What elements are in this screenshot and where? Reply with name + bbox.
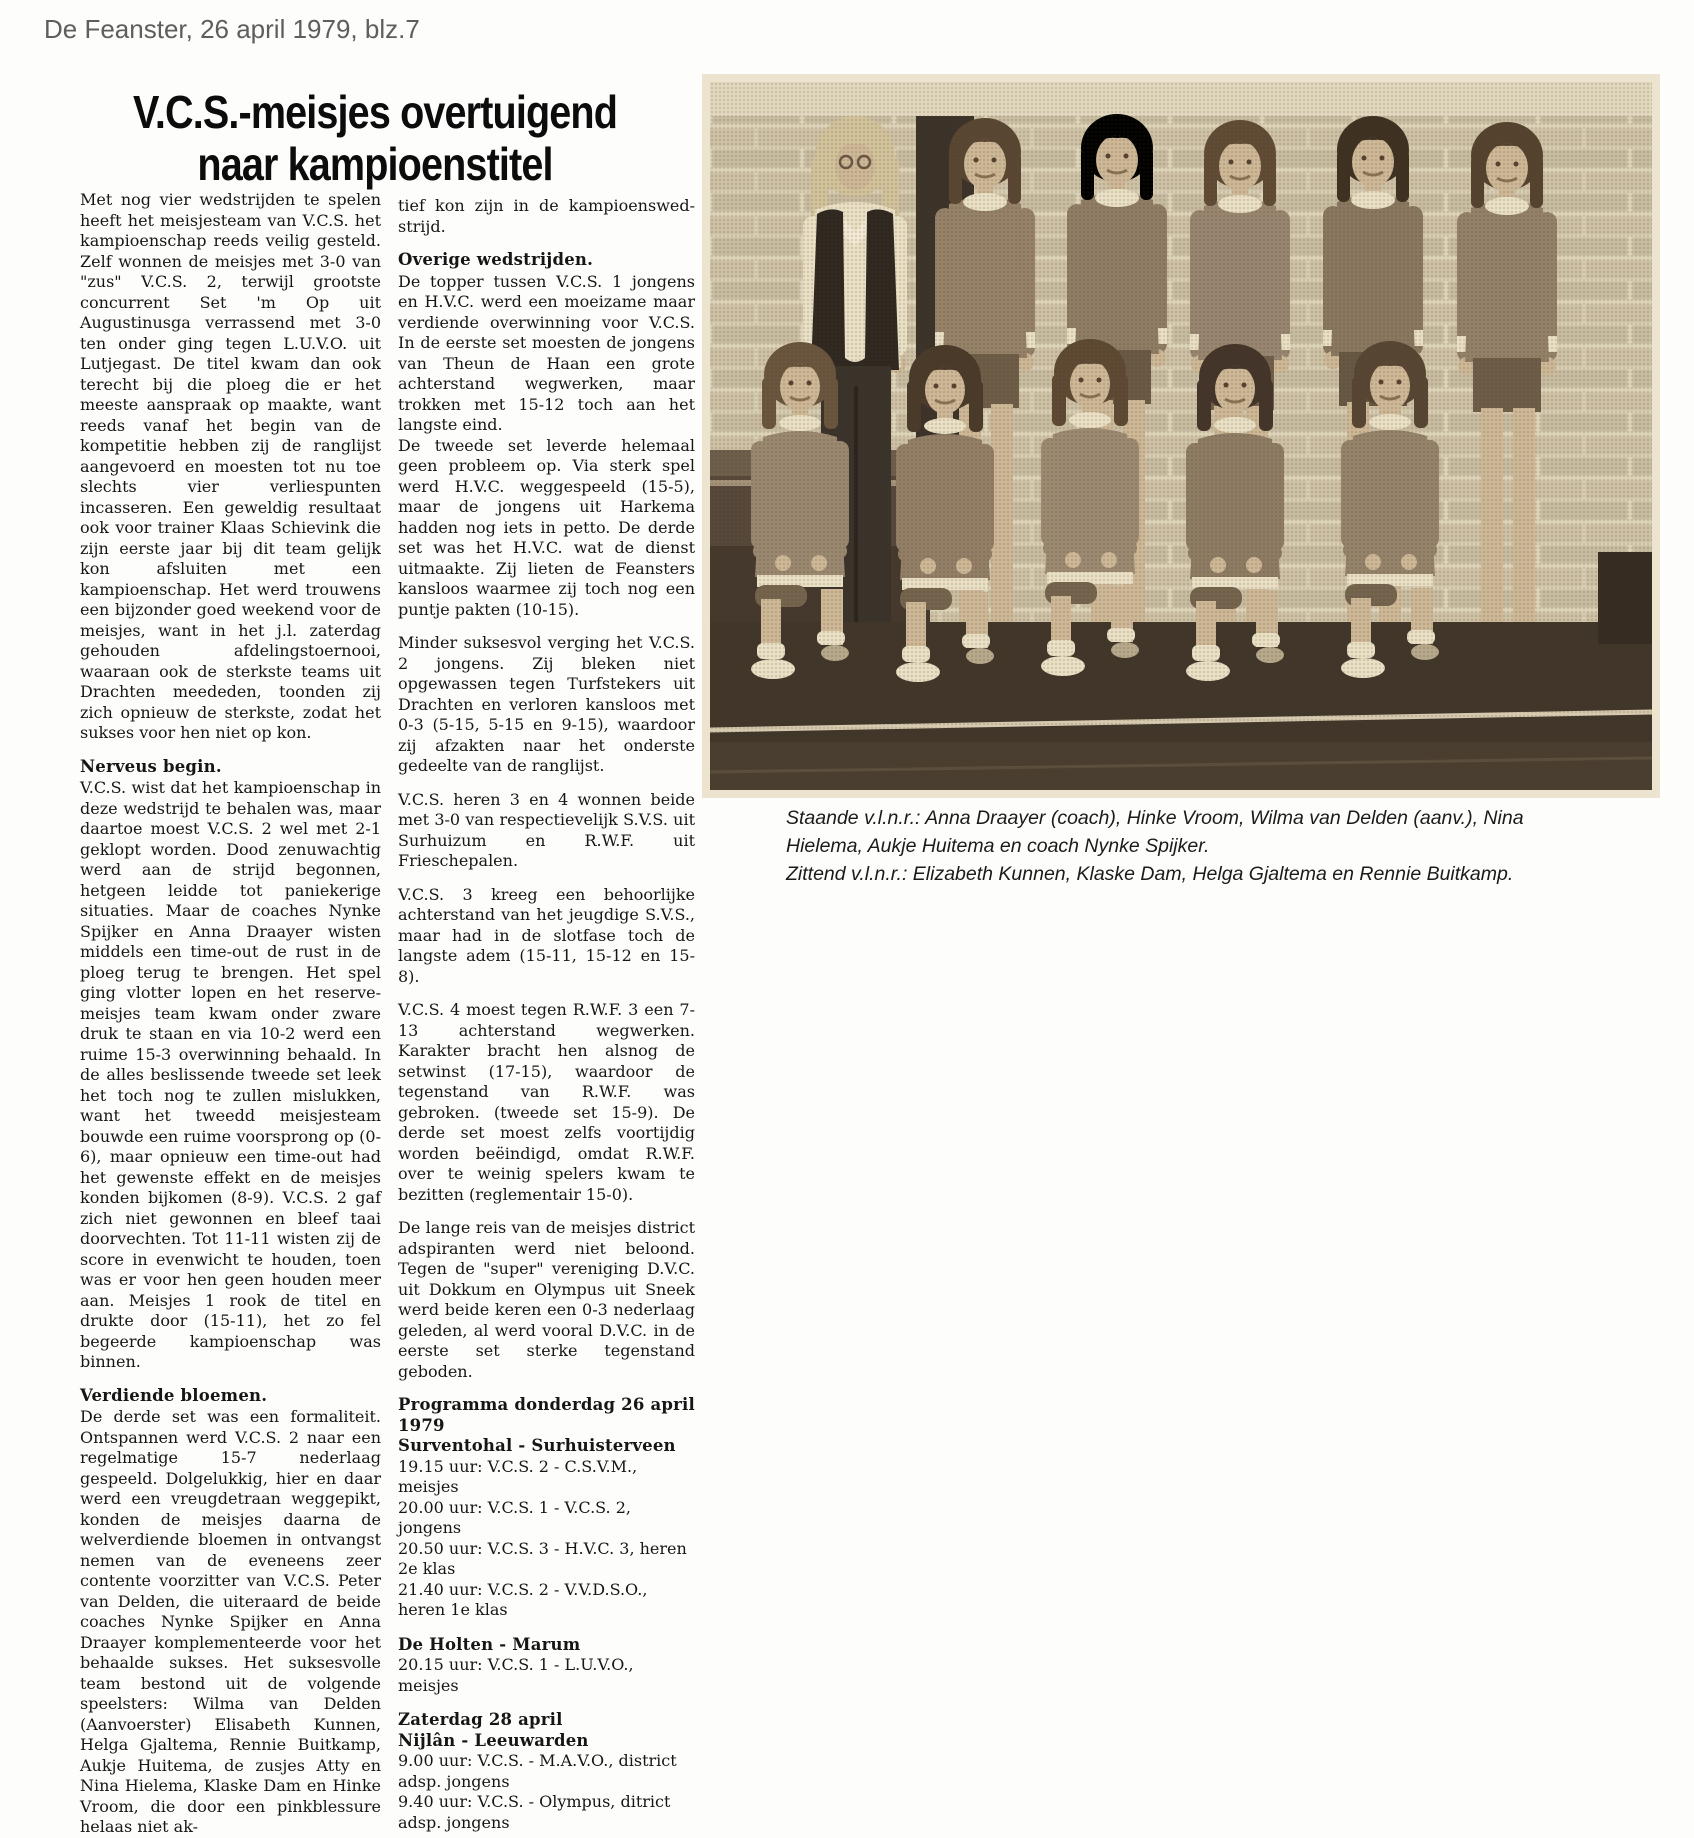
masthead: De Feanster, 26 april 1979, blz.7 bbox=[44, 14, 420, 44]
caption-zittend: Zittend v.l.n.r.: Elizabeth Kunnen, Klaske Dam, Helga Gjaltema en Rennie Buitkamp. bbox=[786, 863, 1514, 885]
article-title-line2: naar kampioenstitel bbox=[197, 138, 553, 190]
venue-name: Nijlân - Leeuwarden bbox=[398, 1730, 589, 1750]
fixture: 19.15 uur: V.C.S. 2 - C.S.V.M., meisjes bbox=[398, 1456, 638, 1496]
photo-caption bbox=[786, 804, 1592, 888]
section-heading-overige-wedstrijden: Overige wedstrijden. bbox=[398, 250, 594, 269]
caption-staande: Staande v.l.n.r.: Anna Draayer (coach), Hinke Vroom, Wilma van Delden (aanv.), Nina Hielema, Aukje Huitema en coach Nynke Spijker. bbox=[786, 807, 1524, 857]
team-photo bbox=[702, 74, 1660, 798]
fixture: 20.15 uur: V.C.S. 1 - L.U.V.O., meisjes bbox=[398, 1655, 634, 1695]
venue-nijlan bbox=[398, 1710, 695, 1833]
paragraph-heren-3-4: V.C.S. heren 3 en 4 wonnen beide met 3-0 van respectievelijk S.V.S. uit Surhuizum en R.W.F. uit Frieschepalen. bbox=[398, 789, 695, 870]
section-heading-nerveus-begin: Nerveus begin. bbox=[80, 756, 222, 776]
programma-heading: Programma donderdag 26 april 1979 bbox=[398, 1395, 695, 1435]
paragraph-continuation: tief kon zijn in de kampioenswed-strijd. bbox=[398, 196, 695, 236]
paragraph-verdiende-bloemen: De derde set was een formaliteit. Ontspannen werd V.C.S. 2 naar een regelmatige 15-7 nederlaag gespeeld. Dolgelukkig, hier en daar werd een vreugdetraan weggepikt, konden de meisjes daarna de welverdiende bloemen in ontvangst nemen van de eveneens zeer contente voorzitter van V.C.S. Peter van Delden, die uiteraard de beide coaches Nynke Spijker en Anna Draayer komplementeerde voor het behaalde sukses. Het suksesvolle team bestond uit de volgende speelsters: Wilma van Delden (Aanvoerster) Elisabeth Kunnen, Helga Gjaltema, Rennie Buitkamp, Aukje Huitema, de zusjes Atty en Nina Hielema, Klaske Dam en Hinke Vroom, die door een pinkblessure helaas niet ak- bbox=[80, 1407, 381, 1836]
paragraph-nerveus-begin: V.C.S. wist dat het kampioenschap in deze wedstrijd te behalen was, maar daartoe moest V.C.S. 2 wel met 2-1 geklopt worden. Dood zenuwachtig werd aan de strijd begonnen, hetgeen leidde tot paniekerige situaties. Maar de coaches Nynke Spijker en Anna Draayer wisten middels een time-out de rust in de ploeg terug te brengen. Het spel ging vlotter lopen en het reserve-meisjes team kwam onder zware druk te staan en via 10-2 werd een ruime 15-3 overwinning behaald. In de alles beslissende tweede set leek het toch nog te zullen mislukken, want het tweedd meisjesteam bouwde een ruime voorsprong op (0-6), maar opnieuw een time-out had het gewenste effekt en de meisjes konden bijkomen (8-9). V.C.S. 2 gaf zich niet gewonnen en bleef taai doorvechten. Tot 11-11 wisten zij de score in evenwicht te houden, toen was er voor hen geen houden meer aan. Meisjes 1 rook de titel en drukte door (15-11), het zo fel begeerde kampioenschap was binnen. bbox=[80, 778, 381, 1371]
article-title-line1: V.C.S.-meisjes overtuigend bbox=[132, 86, 618, 138]
paragraph-topper-2: De tweede set leverde helemaal geen probleem op. Via sterk spel werd H.V.C. weggespeeld (15-5), maar de jongens uit Harkema hadden nog iets in petto. De derde set was het H.V.C. wat de dienst uitmaakte. Zij lieten de Feansters kansloos waarmee zij toch nog een puntje pakten (10-15). bbox=[398, 435, 695, 619]
venue-name: De Holten - Marum bbox=[398, 1634, 581, 1654]
venue-de-holten bbox=[398, 1635, 695, 1697]
article-column-left bbox=[80, 190, 381, 1838]
fixture: 21.40 uur: V.C.S. 2 - V.V.D.S.O., heren 1e klas bbox=[398, 1579, 648, 1619]
fixture-list bbox=[398, 1751, 695, 1833]
paragraph-topper-1: De topper tussen V.C.S. 1 jongens en H.V.C. werd een moeizame maar verdiende overwinning voor V.C.S. In de eerste set moesten de jongens van Theun de Haan een grote achterstand wegwerken, maar trokken met 15-12 toch aan het langste eind. bbox=[398, 271, 695, 434]
paragraph-vcs-3: V.C.S. 3 kreeg een behoorlijke achterstand van het jeugdige S.V.S., maar had in de slotfase toch de langste adem (15-11, 15-12 en 15-8). bbox=[398, 884, 695, 986]
fixture-list bbox=[398, 1655, 695, 1696]
fixture: 20.50 uur: V.C.S. 3 - H.V.C. 3, heren 2e klas bbox=[398, 1538, 687, 1578]
paragraph-lange-reis: De lange reis van de meisjes district adspiranten werd niet beloond. Tegen de "super" vereniging D.V.C. uit Dokkum en Olympus uit Sneek werd beide keren een 0-3 nederlaag geleden, al werd vooral D.V.C. in de eerste set sterke tegenstand geboden. bbox=[398, 1218, 695, 1381]
paragraph-intro: Met nog vier wedstrijden te spelen heeft het meisjesteam van V.C.S. het kampioenschap reeds veilig gesteld. Zelf wonnen de meisjes met 3-0 van "zus" V.C.S. 2, terwijl grootste concurrent Set 'm Op uit Augustinusga verrassend met 3-0 ten onder ging tegen L.U.V.O. uit Lutjegast. De titel kwam dan ook terecht bij die ploeg die er het meeste aanspraak op maakte, want reeds vanaf het begin van de kompetitie hebben zij de ranglijst aangevoerd en moesten tot nu toe slechts vier verliespunten incasseren. Een geweldig resultaat ook voor trainer Klaas Schievink die zijn eerste jaar bij dit team gelijk kon afsluiten met een kampioenschap. Het werd trouwens een bijzonder goed weekend voor de meisjes, want in het j.l. zaterdag gehouden afdelingstoernooi, waaraan ook de sterkste teams uit Drachten meededen, toonden zij zich opnieuw de sterkste, zodat het sukses voor hen niet op kon. bbox=[80, 190, 381, 742]
fixture: 9.00 uur: V.C.S. - M.A.V.O., district adsp. jongens bbox=[398, 1751, 677, 1791]
paragraph-minder-suksesvol: Minder suksesvol verging het V.C.S. 2 jongens. Zij bleken niet opgewassen tegen Turfstekers uit Drachten en verloren kansloos met 0-3 (5-15, 5-15 en 9-15), waardoor zij afzakten naar het onderste gedeelte van de ranglijst. bbox=[398, 633, 695, 775]
section-heading-verdiende-bloemen: Verdiende bloemen. bbox=[80, 1385, 268, 1405]
article-column-right bbox=[398, 196, 695, 1833]
day-heading: Zaterdag 28 april bbox=[398, 1710, 563, 1729]
venue-surventohal bbox=[398, 1436, 695, 1621]
fixture: 9.40 uur: V.C.S. - Olympus, ditrict adsp. jongens bbox=[398, 1792, 671, 1832]
venue-name: Surventohal - Surhuisterveen bbox=[398, 1436, 676, 1455]
team-photo-illustration bbox=[710, 82, 1652, 790]
paragraph-vcs-4: V.C.S. 4 moest tegen R.W.F. 3 een 7-13 achterstand wegwerken. Karakter bracht hen alsnog de setwinst (17-15), waardoor de tegenstand van R.W.F. was gebroken. (tweede set 15-9). De derde set moest zelfs voortijdig worden beëindigd, omdat R.W.F. over te weinig spelers kwam te bezitten (reglementair 15-0). bbox=[398, 1000, 695, 1204]
programma-section bbox=[398, 1395, 695, 1833]
fixture-list bbox=[398, 1457, 695, 1621]
fixture: 20.00 uur: V.C.S. 1 - V.C.S. 2, jongens bbox=[398, 1497, 631, 1537]
article-title bbox=[104, 86, 646, 190]
